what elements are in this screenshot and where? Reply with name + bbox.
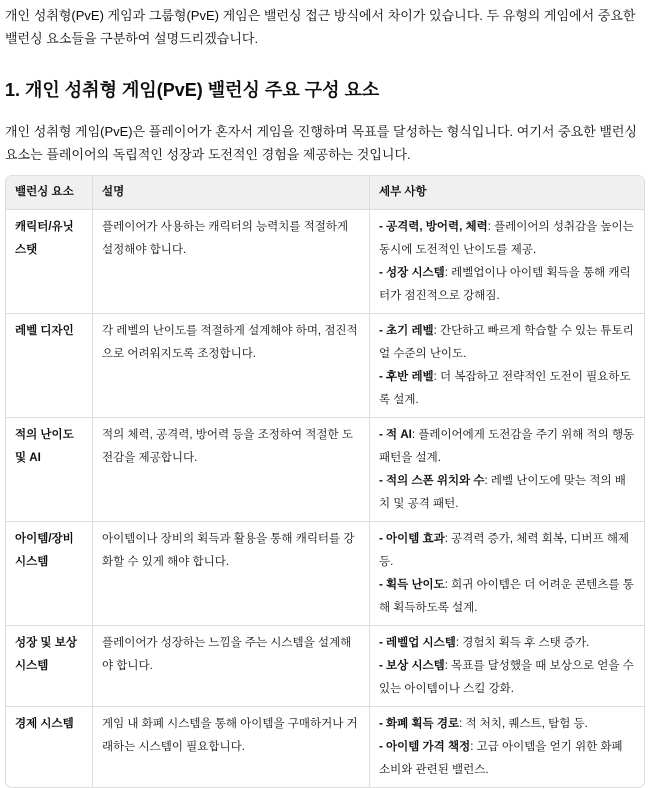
- header-details: 세부 사항: [370, 176, 644, 210]
- detail-text: : 목표를 달성했을 때 보상으로 얻을 수 있는 아이템이나 스킬 강화.: [379, 660, 634, 695]
- header-description: 설명: [93, 176, 370, 210]
- detail-item: [379, 713, 635, 736]
- balancing-table: [5, 175, 645, 788]
- table-header-row: [6, 176, 644, 210]
- detail-item: [379, 736, 635, 782]
- element-details: [370, 522, 644, 626]
- element-description: 플레이어가 성장하는 느낌을 주는 시스템을 설계해야 합니다.: [93, 626, 370, 707]
- detail-label: - 초기 레벨: [379, 325, 434, 337]
- detail-text: : 간단하고 빠르게 학습할 수 있는 튜토리얼 수준의 난이도.: [379, 325, 634, 360]
- balancing-element: 경제 시스템: [6, 707, 93, 787]
- detail-text: : 고급 아이템을 얻기 위한 화폐 소비와 관련된 밸런스.: [379, 741, 623, 776]
- detail-label: - 아이템 효과: [379, 533, 445, 545]
- detail-label: - 레벨업 시스템: [379, 637, 456, 649]
- table-row: [6, 626, 644, 707]
- detail-label: - 적의 스폰 위치와 수: [379, 475, 485, 487]
- element-description: 적의 체력, 공격력, 방어력 등을 조정하여 적절한 도전감을 제공합니다.: [93, 418, 370, 522]
- element-details: [370, 626, 644, 707]
- element-description: 플레이어가 사용하는 캐릭터의 능력치를 적절하게 설정해야 합니다.: [93, 210, 370, 314]
- detail-text: : 희귀 아이템은 더 어려운 콘텐츠를 통해 획득하도록 설계.: [379, 579, 634, 614]
- balancing-element: 레벨 디자인: [6, 314, 93, 418]
- element-details: [370, 707, 644, 787]
- detail-item: [379, 320, 635, 366]
- intro-paragraph: 개인 성취형(PvE) 게임과 그룹형(PvE) 게임은 밸런싱 접근 방식에서 차이가 있습니다. 두 유형의 게임에서 중요한 밸런싱 요소들을 구분하여 설명드리겠습니다.: [5, 8, 636, 46]
- detail-label: - 보상 시스템: [379, 660, 445, 672]
- table-row: [6, 707, 644, 787]
- detail-text: : 레벨업이나 아이템 획득을 통해 캐릭터가 점진적으로 강해짐.: [379, 267, 631, 302]
- element-details: [370, 418, 644, 522]
- table-row: [6, 418, 644, 522]
- detail-label: - 후반 레벨: [379, 371, 434, 383]
- detail-text: : 플레이어에게 도전감을 주기 위해 적의 행동 패턴을 설계.: [379, 429, 635, 464]
- detail-text: : 더 복잡하고 전략적인 도전이 필요하도록 설계.: [379, 371, 631, 406]
- balancing-element: 아이템/장비 시스템: [6, 522, 93, 626]
- detail-text: : 공격력 증가, 체력 회복, 디버프 해제 등.: [379, 533, 630, 568]
- detail-text: : 플레이어의 성취감을 높이는 동시에 도전적인 난이도를 제공.: [379, 221, 634, 256]
- balancing-element: 적의 난이도 및 AI: [6, 418, 93, 522]
- detail-item: [379, 655, 635, 701]
- detail-label: - 공격력, 방어력, 체력: [379, 221, 488, 233]
- detail-item: [379, 366, 635, 412]
- element-description: 각 레벨의 난이도를 적절하게 설계해야 하며, 점진적으로 어려워지도록 조정합니다.: [93, 314, 370, 418]
- detail-label: - 아이템 가격 책정: [379, 741, 471, 753]
- detail-label: - 성장 시스템: [379, 267, 445, 279]
- detail-item: [379, 574, 635, 620]
- table-row: [6, 314, 644, 418]
- balancing-element: 캐릭터/유닛 스탯: [6, 210, 93, 314]
- detail-item: [379, 632, 635, 655]
- detail-text: : 적 처치, 퀘스트, 탐험 등.: [459, 718, 588, 730]
- detail-text: : 경험치 획득 후 스탯 증가.: [455, 637, 590, 649]
- detail-item: [379, 424, 635, 470]
- table-row: [6, 210, 644, 314]
- detail-label: - 적 AI: [379, 429, 412, 441]
- element-details: [370, 210, 644, 314]
- detail-item: [379, 470, 635, 516]
- header-element: 밸런싱 요소: [6, 176, 93, 210]
- detail-label: - 획득 난이도: [379, 579, 445, 591]
- element-description: 아이템이나 장비의 획득과 활용을 통해 캐릭터를 강화할 수 있게 해야 합니다.: [93, 522, 370, 626]
- detail-item: [379, 262, 635, 308]
- detail-item: [379, 216, 635, 262]
- section-heading: 1. 개인 성취형 게임(PvE) 밸런싱 주요 구성 요소: [5, 80, 380, 100]
- detail-text: : 레벨 난이도에 맞는 적의 배치 및 공격 패턴.: [379, 475, 626, 510]
- detail-label: - 화폐 획득 경로: [379, 718, 460, 730]
- element-description: 게임 내 화폐 시스템을 통해 아이템을 구매하거나 거래하는 시스템이 필요합니다.: [93, 707, 370, 787]
- section-paragraph: 개인 성취형 게임(PvE)은 플레이어가 혼자서 게임을 진행하며 목표를 달성하는 형식입니다. 여기서 중요한 밸런싱 요소는 플레이어의 독립적인 성장과 도전적인 경험을 제공하는 것입니다.: [5, 124, 638, 162]
- element-details: [370, 314, 644, 418]
- detail-item: [379, 528, 635, 574]
- table-row: [6, 522, 644, 626]
- balancing-element: 성장 및 보상 시스템: [6, 626, 93, 707]
